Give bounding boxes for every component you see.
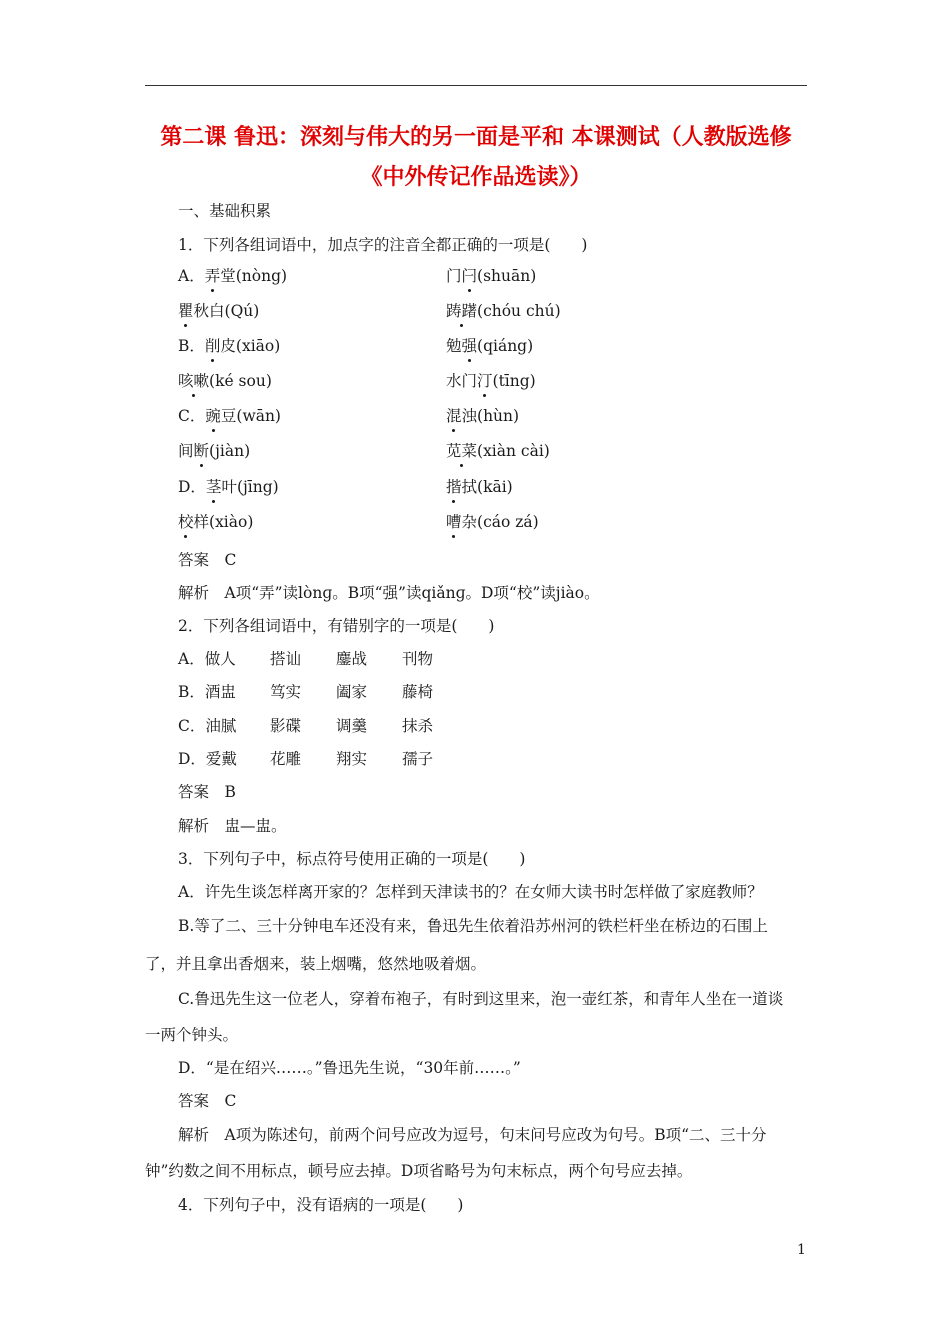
dotted-char: 苋菜 — [446, 442, 478, 460]
q2-stem: 2．下列各组词语中，有错别字的一项是( ) — [178, 617, 495, 635]
dotted-char: 茎 — [205, 478, 222, 496]
q3-option-b-line2: 了，并且拿出香烟来，装上烟嘴，悠然地吸着烟。 — [145, 955, 487, 973]
q3-option-c-line1: C.鲁迅先生这一位老人，穿着布袍子，有时到这里来，泡一壶红茶，和青年人坐在一道谈 — [178, 990, 784, 1008]
dotted-char: 踌躇 — [446, 302, 478, 320]
q3-option-b-line1: B.等了二、三十分钟电车还没有来，鲁迅先生依着沿苏州河的铁栏杆坐在桥边的石围上 — [178, 917, 768, 935]
q2-answer: 答案 B — [178, 783, 236, 801]
q1-option-a-1: A．弄堂(nòng) — [178, 267, 288, 285]
q3-analysis-line2: 钟”约数之间不用标点，顿号应去掉。D项省略号为句末标点，两个句号应去掉。 — [145, 1162, 693, 1180]
q4-stem: 4．下列句子中，没有语病的一项是( ) — [178, 1196, 464, 1214]
q1-stem: 1．下列各组词语中，加点字的注音全都正确的一项是( ) — [178, 236, 588, 254]
title-line-2: 《中外传记作品选读》） — [360, 165, 592, 190]
q1-option-c-2: 混浊(hùn) — [446, 407, 520, 425]
dotted-char: 混 — [446, 407, 462, 425]
dotted-char: 闩 — [461, 267, 478, 285]
q1-option-c-1: C．豌豆(wān) — [178, 407, 281, 425]
q3-stem: 3．下列句子中，标点符号使用正确的一项是( ) — [178, 850, 526, 868]
dotted-char: 豌 — [205, 407, 221, 425]
dotted-char: 汀 — [477, 372, 493, 390]
q1-option-a-3: 瞿秋白(Qú) — [178, 302, 260, 320]
q1-option-b-2: 勉强(qiáng) — [446, 337, 534, 355]
q1-option-d-2: 揩拭(kāi) — [446, 478, 513, 496]
dotted-char: 弄 — [204, 267, 221, 285]
page-number: 1 — [797, 1242, 806, 1258]
q1-option-d-1: D．茎叶(jīng) — [178, 478, 279, 496]
q2-option-d: D．爱戴 花雕 翔实 孺子 — [178, 750, 434, 768]
q3-option-d: D．“是在绍兴……。”鲁迅先生说，“30年前……。” — [178, 1059, 521, 1077]
q1-option-d-3: 校样(xiào) — [178, 513, 254, 531]
q1-option-c-3: 间断(jiàn) — [178, 442, 251, 460]
q3-answer: 答案 C — [178, 1092, 237, 1110]
q1-option-a-4: 踌躇(chóu chú) — [446, 302, 561, 320]
dotted-char: 校 — [178, 513, 194, 531]
q1-option-b-1: B．削皮(xiāo) — [178, 337, 281, 355]
q1-option-c-4: 苋菜(xiàn cài) — [446, 442, 550, 460]
q1-option-b-4: 水门汀(tīng) — [446, 372, 536, 390]
dotted-char: 嘈 — [446, 513, 462, 531]
dotted-char: 瞿 — [178, 302, 194, 320]
q2-option-c: C．油腻 影碟 调羹 抹杀 — [178, 717, 434, 735]
dotted-char: 揩 — [446, 478, 462, 496]
q1-analysis: 解析 A项“弄”读lònɡ。B项“强”读qiǎnɡ。D项“校”读jiào。 — [178, 584, 600, 602]
dotted-char: 断 — [193, 442, 210, 460]
q3-option-c-line2: 一两个钟头。 — [145, 1026, 239, 1044]
dotted-char: 强 — [461, 337, 478, 355]
section-heading: 一、基础积累 — [178, 202, 272, 220]
header-rule — [145, 85, 807, 86]
q3-analysis-line1: 解析 A项为陈述句，前两个问号应改为逗号，句末问号应改为句号。B项“二、三十分 — [178, 1126, 767, 1144]
dotted-char: 削 — [204, 337, 221, 355]
document-title — [145, 118, 807, 198]
dotted-char: 咳嗽 — [178, 372, 210, 390]
q1-option-b-3: 咳嗽(ké sou) — [178, 372, 272, 390]
q1-option-d-4: 嘈杂(cáo zá) — [446, 513, 539, 531]
q1-answer: 答案 C — [178, 551, 237, 569]
q3-option-a: A．许先生谈怎样离开家的？怎样到天津读书的？在女师大读书时怎样做了家庭教师？ — [178, 883, 763, 901]
q1-option-a-2: 门闩(shuān) — [446, 267, 537, 285]
title-line-1: 第二课 鲁迅：深刻与伟大的另一面是平和 本课测试（人教版选修 — [160, 125, 792, 150]
q2-analysis: 解析 盅—盅。 — [178, 817, 287, 835]
q2-option-b: B．酒盅 笃实 阖家 藤椅 — [178, 683, 434, 701]
q2-option-a: A．做人 搭讪 鏖战 刊物 — [178, 650, 434, 668]
